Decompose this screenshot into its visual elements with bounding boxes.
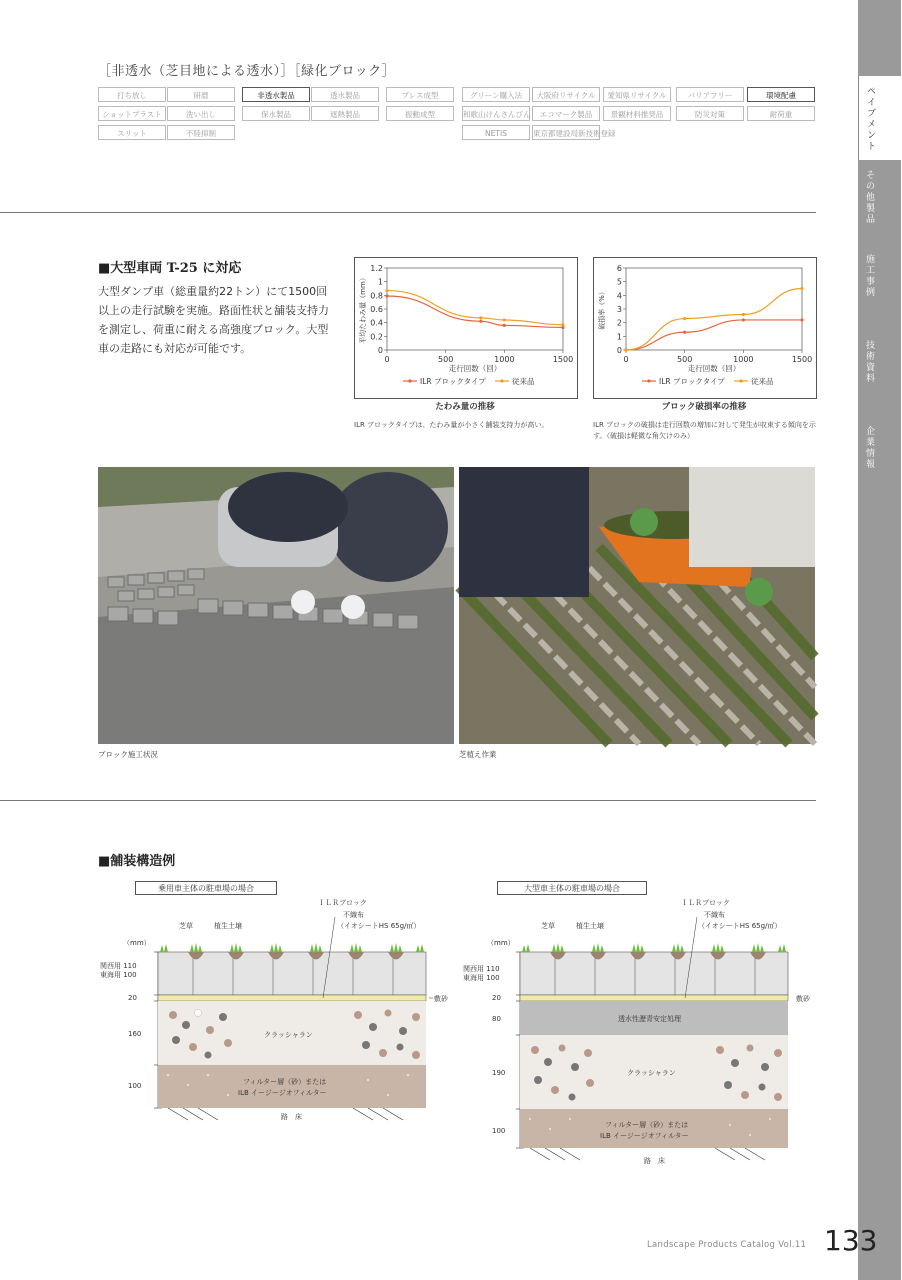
photo-turf-planting-image bbox=[459, 467, 815, 744]
x-tick-label: 1500 bbox=[791, 355, 813, 364]
x-axis-label: 走行回数（回） bbox=[687, 364, 741, 373]
feature-tag: バリアフリー bbox=[676, 87, 744, 102]
feature-tag: スリット bbox=[98, 125, 166, 140]
sidebar-tab-label: 企業情報 bbox=[864, 426, 874, 470]
sidebar-tab-company[interactable] bbox=[858, 416, 901, 503]
section-body-text: 大型ダンプ車（総重量約22トン）にて1500回以上の走行試験を実施。路面性状と舗装支持力を測定し、荷重に耐える高強度ブロック。大型車の走路にも対応が可能です。 bbox=[98, 285, 329, 355]
data-point bbox=[385, 294, 388, 297]
label-depth-3: 100 bbox=[128, 1082, 142, 1090]
data-point bbox=[503, 318, 506, 321]
sidebar-fill bbox=[858, 502, 901, 1280]
chart-damage-svg bbox=[594, 258, 816, 398]
diagram-box-title: 乗用車主体の駐車場の場合 bbox=[135, 881, 277, 895]
label-crusher: クラッシャラン bbox=[264, 1031, 313, 1039]
x-tick-label: 1000 bbox=[494, 355, 515, 364]
feature-tag: 洗い出し bbox=[167, 106, 235, 121]
y-tick-label: 0.2 bbox=[370, 332, 383, 342]
label-depth-2: 160 bbox=[128, 1030, 142, 1038]
x-tick-label: 500 bbox=[438, 355, 454, 364]
page-title: ［非透水（芝目地による透水）］［緑化ブロック］ bbox=[98, 64, 396, 79]
label-unit: （mm） bbox=[487, 939, 515, 947]
sidebar-tab-technical[interactable] bbox=[858, 330, 901, 417]
feature-tag: 和歌山けんさんぴん bbox=[462, 106, 530, 121]
label-crusher: クラッシャラン bbox=[627, 1069, 676, 1077]
feature-tag: 振動成型 bbox=[386, 106, 454, 121]
page-number: 133 bbox=[824, 1224, 878, 1257]
y-tick-label: 4 bbox=[616, 291, 622, 301]
photo-block-construction bbox=[98, 467, 454, 744]
label-thick-kansai: 関西用 110 bbox=[100, 962, 137, 970]
chart-deflection-svg bbox=[355, 258, 577, 398]
sidebar-tab-label: 技術資料 bbox=[864, 340, 874, 384]
label-filter-1: フィルター層（砂）または bbox=[243, 1078, 327, 1086]
label-sand: 敷砂 bbox=[796, 995, 810, 1003]
label-grass: 芝草 bbox=[179, 922, 193, 930]
sidebar-tab-pavement[interactable] bbox=[858, 76, 902, 161]
sidebar-tab-label: 施工事例 bbox=[864, 254, 874, 298]
feature-tag: プレス成型 bbox=[386, 87, 454, 102]
photo-turf-planting bbox=[459, 467, 815, 744]
x-tick-label: 1000 bbox=[733, 355, 754, 364]
label-depth-1: 20 bbox=[492, 994, 501, 1002]
chart-deflection-note: ILR ブロックタイプは、たわみ量が小さく舗装支持力が高い。 bbox=[354, 421, 549, 429]
x-tick-label: 0 bbox=[384, 355, 390, 364]
x-tick-label: 500 bbox=[677, 355, 693, 364]
y-tick-label: 2 bbox=[616, 318, 622, 328]
label-fabric: 不織布 bbox=[343, 911, 364, 919]
photo-caption-construction: ブロック施工状況 bbox=[98, 750, 158, 759]
x-tick-label: 0 bbox=[623, 355, 629, 364]
data-point bbox=[479, 320, 482, 323]
y-tick-label: 1 bbox=[616, 332, 622, 342]
feature-tag: ショットブラスト bbox=[98, 106, 166, 121]
data-point bbox=[561, 326, 564, 329]
label-subgrade: 路 床 bbox=[644, 1157, 665, 1165]
section-heading-t25: ■大型車両 T-25 に対応 bbox=[98, 261, 242, 276]
series-line bbox=[387, 291, 563, 325]
legend-marker bbox=[739, 379, 742, 382]
feature-tag: グリーン購入法 bbox=[462, 87, 530, 102]
label-depth-2: 80 bbox=[492, 1015, 501, 1023]
catalog-name: Landscape Products Catalog Vol.11 bbox=[647, 1240, 807, 1250]
y-tick-label: 6 bbox=[616, 264, 622, 273]
y-tick-label: 0.6 bbox=[370, 305, 383, 314]
chart-deflection-title: たわみ量の推移 bbox=[435, 402, 495, 412]
sidebar-tab-label: ペイブメント bbox=[865, 86, 875, 152]
label-fabric: 不織布 bbox=[704, 911, 725, 919]
label-ilr-block: ＩＬＲブロック bbox=[681, 899, 730, 907]
label-soil: 植生土壌 bbox=[576, 922, 604, 930]
legend-label: 従来品 bbox=[512, 377, 535, 386]
label-filter-1: フィルター層（砂）または bbox=[605, 1121, 689, 1129]
feature-tag: 環境配慮 bbox=[747, 87, 815, 102]
data-point bbox=[683, 317, 686, 320]
feature-tag: 研磨 bbox=[167, 87, 235, 102]
label-depth-4: 100 bbox=[492, 1127, 506, 1135]
chart-damage-note: ILR ブロックの破損は走行回数の増加に対して発生が収束する傾向を示す。（破損は軽微な角欠けのみ） bbox=[593, 421, 816, 440]
plot-area bbox=[387, 268, 563, 350]
feature-tag: 景観材料推奨品 bbox=[603, 106, 671, 121]
label-ilr-block: ＩＬＲブロック bbox=[318, 899, 367, 907]
series-line bbox=[626, 320, 802, 350]
feature-tag: 防災対策 bbox=[676, 106, 744, 121]
sidebar-tab-top bbox=[858, 0, 901, 77]
data-point bbox=[561, 323, 564, 326]
label-filter-2: ILB イージージオフィルター bbox=[238, 1089, 327, 1097]
feature-tag: 非透水製品 bbox=[242, 87, 310, 102]
label-fabric-sub: （イオシートHS 65g/㎡） bbox=[337, 922, 421, 930]
label-subgrade: 路 床 bbox=[281, 1113, 302, 1121]
label-depth-1: 20 bbox=[128, 994, 137, 1002]
label-soil: 植生土壌 bbox=[214, 922, 242, 930]
legend-label: ILR ブロックタイプ bbox=[420, 377, 486, 386]
data-point bbox=[800, 287, 803, 290]
feature-tag: エコマーク製品 bbox=[532, 106, 600, 121]
legend-marker bbox=[500, 379, 503, 382]
y-tick-label: 5 bbox=[616, 277, 622, 287]
photo-block-construction-image bbox=[98, 467, 454, 744]
chart-damage-title: ブロック破損率の推移 bbox=[661, 402, 747, 412]
label-unit: （mm） bbox=[123, 939, 151, 947]
photo-caption-turf: 芝植え作業 bbox=[459, 750, 497, 759]
chart-deflection bbox=[354, 257, 578, 399]
feature-tag: 愛知県リサイクル bbox=[603, 87, 671, 102]
chart-damage bbox=[593, 257, 817, 399]
data-point bbox=[742, 318, 745, 321]
data-point bbox=[800, 318, 803, 321]
feature-tag: 透水製品 bbox=[311, 87, 379, 102]
sidebar-tab-case-studies[interactable] bbox=[858, 244, 901, 331]
data-point bbox=[683, 331, 686, 334]
label-thick-tokai: 東海用 100 bbox=[100, 971, 137, 979]
feature-tag: 大阪府リサイクル bbox=[532, 87, 600, 102]
data-point bbox=[624, 348, 627, 351]
label-thick-tokai: 東海用 100 bbox=[463, 974, 500, 982]
y-tick-label: 3 bbox=[616, 305, 622, 314]
data-point bbox=[503, 324, 506, 327]
legend-marker bbox=[647, 379, 650, 382]
data-point bbox=[479, 316, 482, 319]
divider bbox=[0, 800, 816, 801]
feature-tag: 遮熱製品 bbox=[311, 106, 379, 121]
legend-marker bbox=[408, 379, 411, 382]
diagram-box-title: 大型車主体の駐車場の場合 bbox=[497, 881, 647, 895]
label-grass: 芝草 bbox=[541, 922, 555, 930]
y-tick-label: 0.4 bbox=[370, 318, 383, 328]
label-fabric-sub: （イオシートHS 65g/㎡） bbox=[698, 922, 782, 930]
y-tick-label: 0 bbox=[616, 346, 622, 355]
feature-tag: 保水製品 bbox=[242, 106, 310, 121]
feature-tag: 東京都建設局新技術登録 bbox=[532, 125, 600, 140]
y-axis-label: 破損率（%） bbox=[598, 288, 606, 330]
section-heading-structure: ■舗装構造例 bbox=[98, 854, 176, 869]
label-sand: 敷砂 bbox=[434, 995, 448, 1003]
feature-tag: 打ち放し bbox=[98, 87, 166, 102]
sidebar bbox=[858, 0, 901, 1280]
feature-tag: NETIS bbox=[462, 125, 530, 140]
series-line bbox=[626, 289, 802, 351]
legend-label: 従来品 bbox=[751, 377, 774, 386]
y-tick-label: 0.8 bbox=[370, 291, 383, 301]
data-point bbox=[385, 289, 388, 292]
data-point bbox=[742, 313, 745, 316]
sidebar-tab-label: その他製品 bbox=[864, 170, 874, 225]
y-axis-label: 平均たわみ量（mm） bbox=[359, 274, 367, 344]
label-depth-3: 190 bbox=[492, 1069, 506, 1077]
y-tick-label: 1 bbox=[377, 277, 383, 287]
divider bbox=[0, 212, 816, 213]
x-tick-label: 1500 bbox=[552, 355, 574, 364]
label-filter-2: ILB イージージオフィルター bbox=[600, 1132, 689, 1140]
y-tick-label: 0 bbox=[377, 346, 383, 355]
feature-tag: 不陸抑制 bbox=[167, 125, 235, 140]
x-axis-label: 走行回数（回） bbox=[448, 364, 502, 373]
label-asphalt: 透水性瀝青安定処理 bbox=[618, 1015, 681, 1023]
sidebar-tab-other-products[interactable] bbox=[858, 160, 901, 245]
y-tick-label: 1.2 bbox=[370, 264, 383, 273]
label-thick-kansai: 関西用 110 bbox=[463, 965, 500, 973]
feature-tag: 耐荷重 bbox=[747, 106, 815, 121]
legend-label: ILR ブロックタイプ bbox=[659, 377, 725, 386]
